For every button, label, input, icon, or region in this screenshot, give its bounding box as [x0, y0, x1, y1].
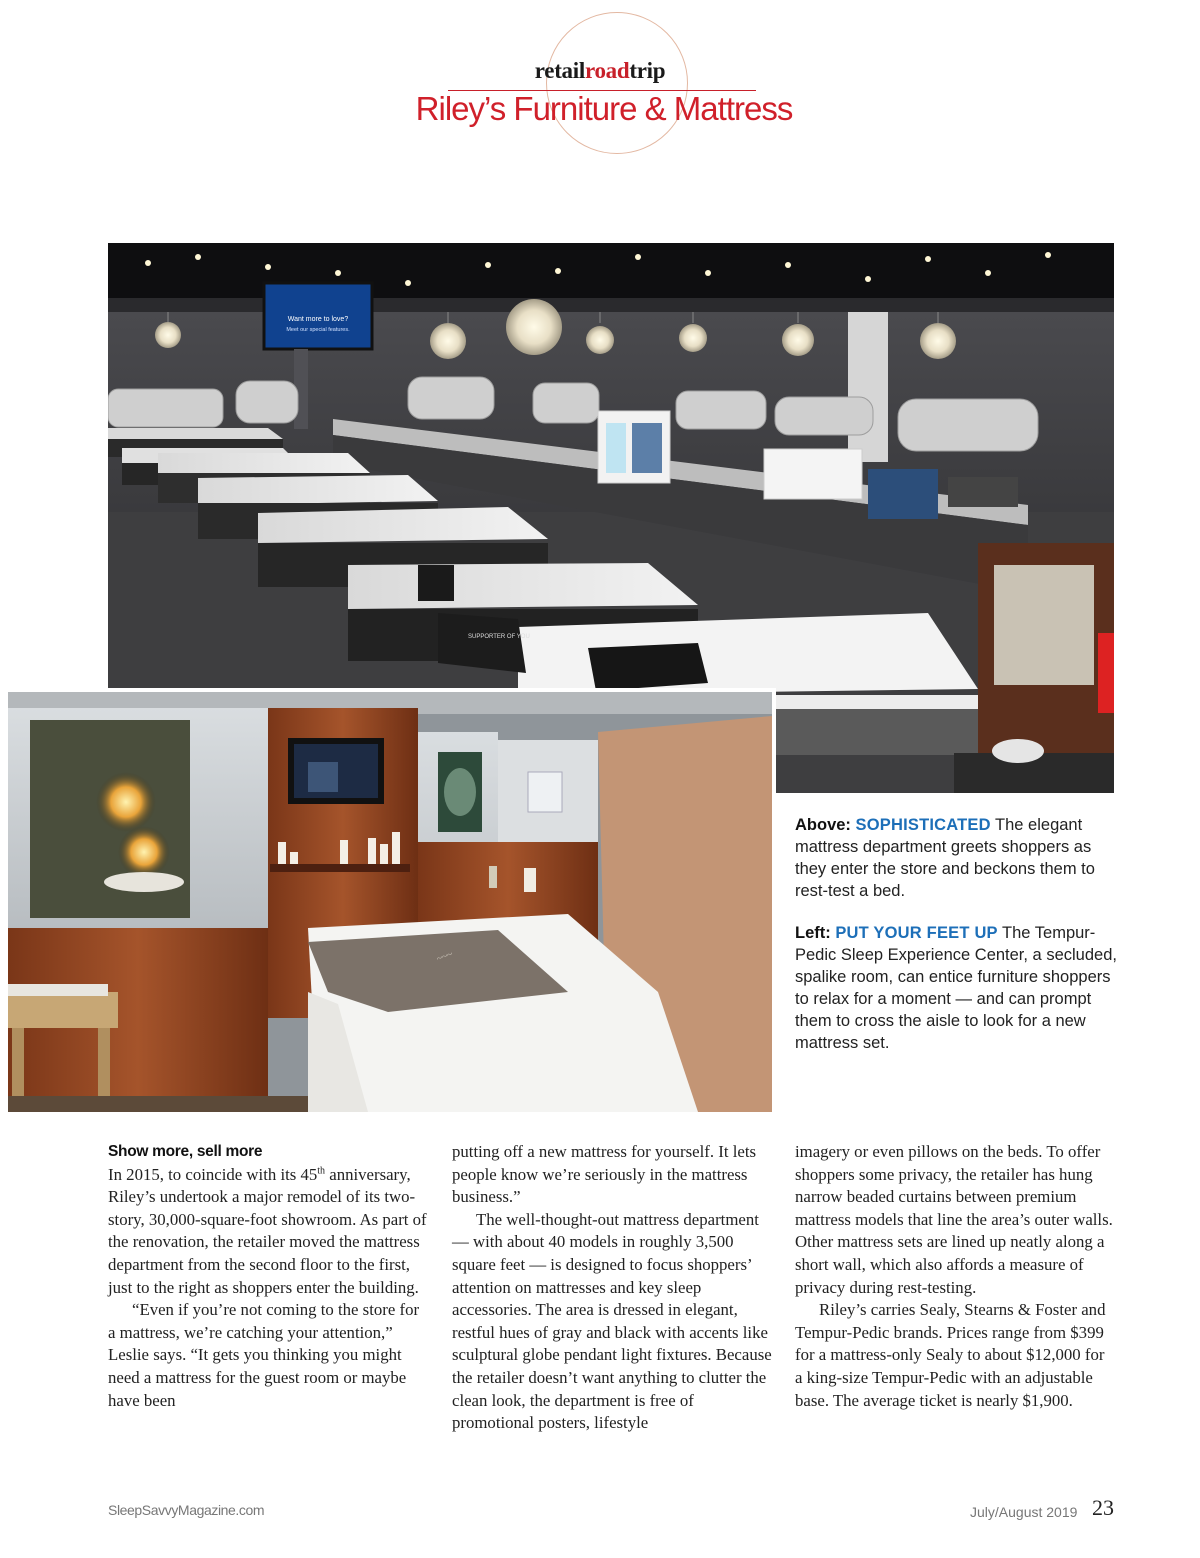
- article-column-1: [108, 1141, 428, 1412]
- paragraph-5: imagery or even pillows on the beds. To offer shoppers some privacy, the retailer has hung narrow beaded curtains between premium mattress models that line the area’s outer walls. Other mattress sets are lined up neatly along a short wall, which also affords a measure of privacy during rest-testing.: [795, 1142, 1113, 1297]
- paragraph-1: [108, 1164, 428, 1300]
- page-number: 23: [1092, 1495, 1114, 1520]
- kicker-road: road: [584, 58, 630, 83]
- paragraph-1-b: anniversary, Riley’s undertook a major remodel of its two-story, 30,000-square-foot showroom. As part of the renovation, the retailer moved the mattress department from the second floor to the first, just to the right as shoppers enter the building.: [108, 1164, 427, 1297]
- caption-above-lead: Above:: [795, 816, 851, 834]
- svg-text:~~~: ~~~: [435, 948, 455, 965]
- kicker-trip: trip: [629, 58, 666, 83]
- paragraph-6: Riley’s carries Sealy, Stearns & Foster and Tempur-Pedic brands. Prices range from $399 for a mattress-only Sealy to about $12,000 for a king-size Tempur-Pedic with an adjustable base. The average ticket is nearly $1,900.: [795, 1300, 1106, 1410]
- paragraph-1-a: In 2015, to coincide with its 45: [108, 1164, 318, 1184]
- tv-screen-text-2: Meet our special features.: [286, 327, 350, 333]
- caption-above-text: The elegant mattress department greets shoppers as they enter the store and beckons them to rest-test a bed.: [795, 816, 1095, 900]
- article-column-3: [795, 1141, 1115, 1412]
- footer-website: SleepSavvyMagazine.com: [108, 1502, 265, 1518]
- paragraph-4: The well-thought-out mattress department — with about 40 models in roughly 3,500 square feet — is designed to focus shoppers’ attention on mattresses and key sleep accessories. The area is dressed in elegant, restful hues of gray and black with accents like sculptural globe pendant light fixtures. Because the retailer doesn’t want anything to clutter the clean look, the department is free of promotional posters, lifestyle: [452, 1209, 772, 1433]
- article-column-2: [452, 1141, 772, 1435]
- supporter-sign-text: SUPPORTER OF YOU: [468, 634, 530, 640]
- page-title: Riley’s Furniture & Mattress: [415, 90, 793, 127]
- caption-left: [795, 922, 1120, 1054]
- caption-left-highlight: PUT YOUR FEET UP: [835, 924, 998, 942]
- paragraph-2: “Even if you’re not coming to the store for a mattress, we’re catching your attention,” Leslie says. “It gets you thinking you might need a mattress for the guest room or maybe have been: [108, 1300, 420, 1410]
- paragraph-3: putting off a new mattress for yourself. It lets people know we’re seriously in the mattress business.”: [452, 1142, 757, 1207]
- tv-screen-text-1: Want more to love?: [287, 316, 349, 323]
- caption-above: [795, 814, 1120, 902]
- caption-above-highlight: SOPHISTICATED: [855, 816, 991, 834]
- caption-left-text: The Tempur-Pedic Sleep Experience Center, a secluded, spalike room, can entice furniture shoppers to relax for a moment — and can prompt them to cross the aisle to look for a new mattress set.: [795, 924, 1117, 1052]
- paragraph-1-sup: th: [317, 1165, 326, 1176]
- caption-left-lead: Left:: [795, 924, 831, 942]
- sleep-center-photo: [4, 688, 776, 1116]
- footer-date: July/August 2019: [970, 1504, 1078, 1520]
- section-kicker: [0, 58, 1200, 84]
- article-subhead: Show more, sell more: [108, 1143, 263, 1160]
- kicker-retail: retail: [534, 58, 585, 83]
